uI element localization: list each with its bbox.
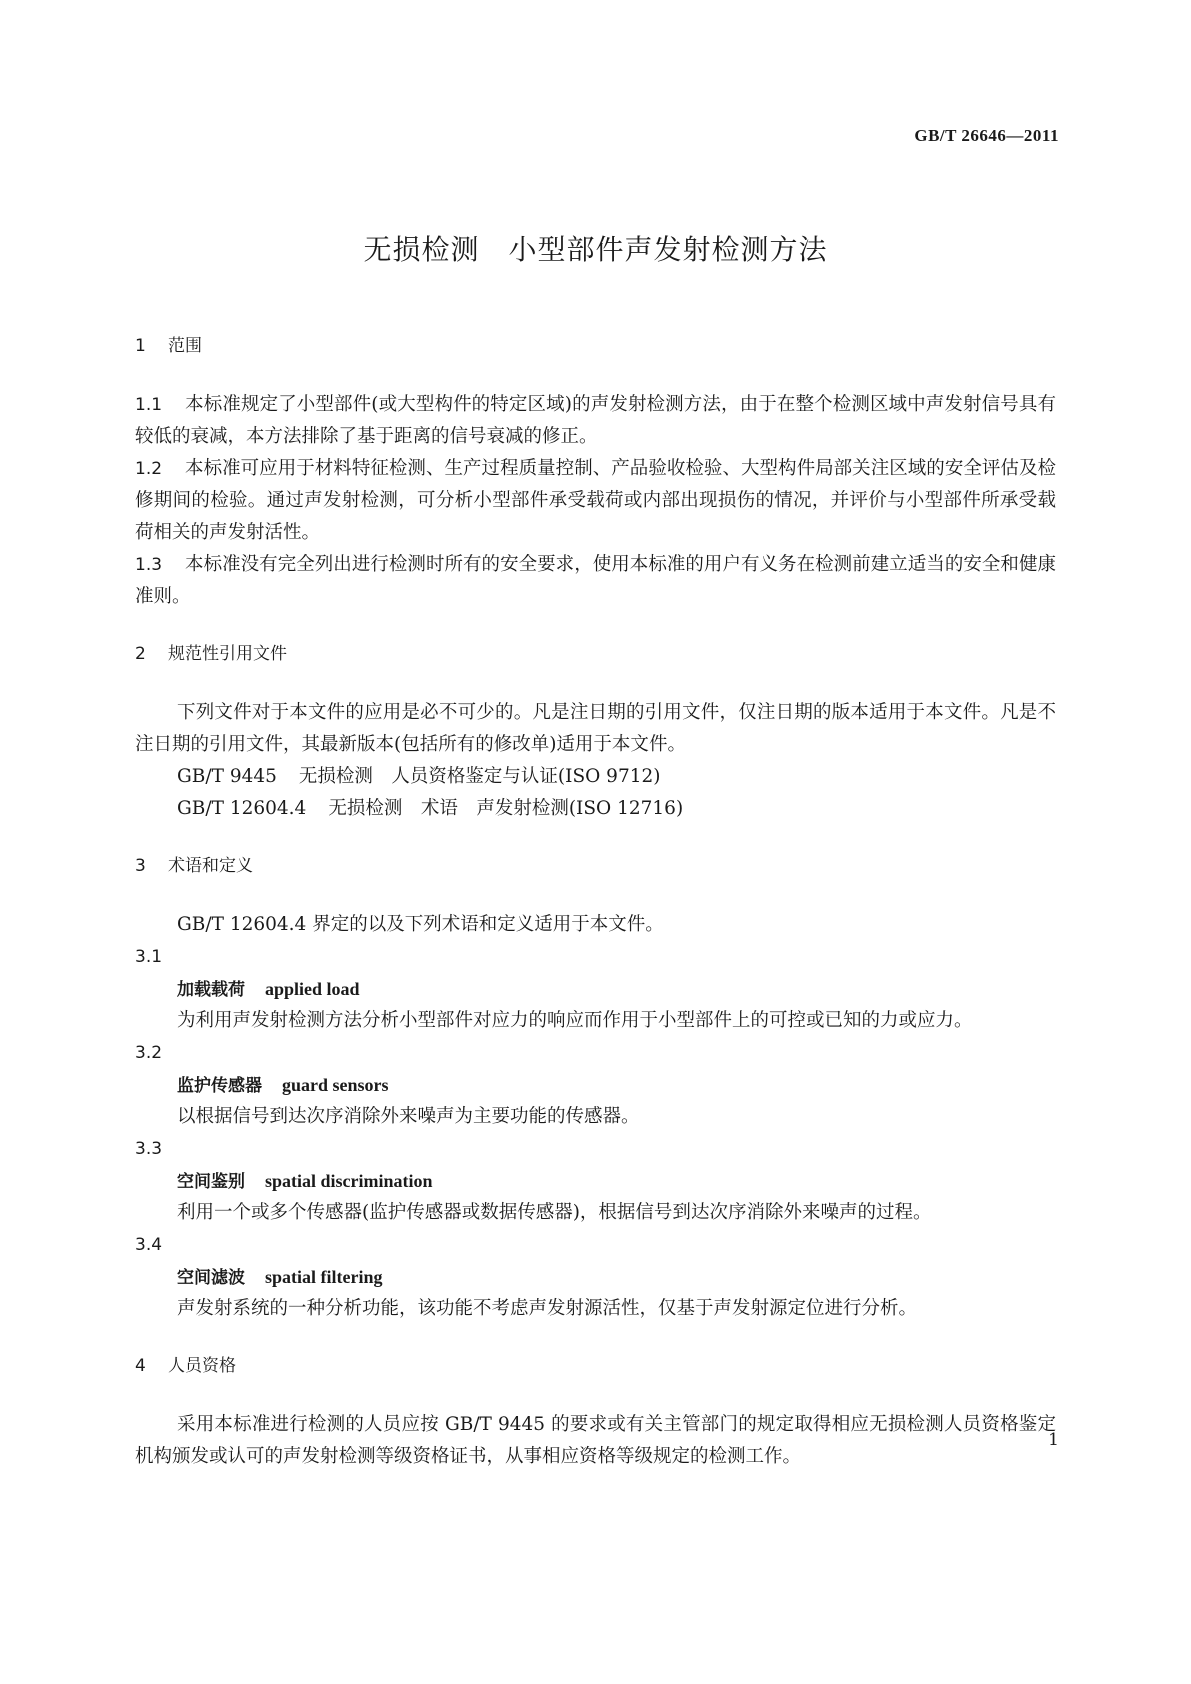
term-chinese: 加载载荷 bbox=[177, 980, 245, 1000]
references-intro: 下列文件对于本文件的应用是必不可少的。凡是注日期的引用文件，仅注日期的版本适用于本文件。凡是不注日期的引用文件，其最新版本(包括所有的修改单)适用于本文件。 bbox=[135, 702, 1056, 755]
term-number: 3.3 bbox=[135, 1139, 163, 1159]
term-number: 3.1 bbox=[135, 947, 163, 967]
standard-code: GB/T 26646—2011 bbox=[914, 126, 1059, 145]
clause-number: 1.2 bbox=[135, 459, 163, 479]
term-definition: 利用一个或多个传感器(监护传感器或数据传感器)，根据信号到达次序消除外来噪声的过程。 bbox=[177, 1202, 932, 1223]
section-number: 3 bbox=[135, 856, 146, 876]
clause-1-2 bbox=[135, 453, 1056, 549]
clause-text: 本标准可应用于材料特征检测、生产过程质量控制、产品验收检验、大型构件局部关注区域的安全评估及检修期间的检验。通过声发射检测，可分析小型部件承受载荷或内部出现损伤的情况，并评价与小型部件所承受载荷相关的声发射活性。 bbox=[135, 458, 1056, 543]
term-name bbox=[135, 1165, 1056, 1197]
term-english: spatial discrimination bbox=[265, 1171, 433, 1191]
section-title: 术语和定义 bbox=[168, 856, 253, 876]
term-name bbox=[135, 1069, 1056, 1101]
clause-text: 本标准没有完全列出进行检测时所有的安全要求，使用本标准的用户有义务在检测前建立适当的安全和健康准则。 bbox=[135, 554, 1056, 607]
clause-text: 本标准规定了小型部件(或大型构件的特定区域)的声发射检测方法，由于在整个检测区域中声发射信号具有较低的衰减，本方法排除了基于距离的信号衰减的修正。 bbox=[135, 394, 1056, 447]
reference-title: 无损检测 术语 声发射检测(ISO 12716) bbox=[328, 798, 684, 819]
term-definition: 声发射系统的一种分析功能，该功能不考虑声发射源活性，仅基于声发射源定位进行分析。 bbox=[177, 1298, 918, 1319]
terms-intro: GB/T 12604.4 界定的以及下列术语和定义适用于本文件。 bbox=[177, 914, 664, 935]
term-number: 3.2 bbox=[135, 1043, 163, 1063]
document-body bbox=[135, 335, 1056, 1473]
reference-item bbox=[135, 761, 1056, 793]
document-title: 无损检测 小型部件声发射检测方法 bbox=[363, 233, 828, 266]
section-number: 4 bbox=[135, 1356, 146, 1376]
section-title: 人员资格 bbox=[168, 1356, 236, 1376]
clause-1-3 bbox=[135, 549, 1056, 613]
term-definition: 为利用声发射检测方法分析小型部件对应力的响应而作用于小型部件上的可控或已知的力或应力。 bbox=[177, 1010, 973, 1031]
section-heading-normative-references bbox=[135, 643, 1056, 665]
section-title: 规范性引用文件 bbox=[168, 644, 287, 664]
section-number: 2 bbox=[135, 644, 146, 664]
clause-number: 1.3 bbox=[135, 555, 163, 575]
term-english: applied load bbox=[265, 979, 360, 999]
page-number: 1 bbox=[1048, 1430, 1059, 1450]
term-chinese: 空间鉴别 bbox=[177, 1172, 245, 1192]
clause-1-1 bbox=[135, 389, 1056, 453]
term-name bbox=[135, 1261, 1056, 1293]
reference-title: 无损检测 人员资格鉴定与认证(ISO 9712) bbox=[298, 766, 661, 787]
personnel-requirements: 采用本标准进行检测的人员应按 GB/T 9445 的要求或有关主管部门的规定取得相应无损检测人员资格鉴定机构颁发或认可的声发射检测等级资格证书，从事相应资格等级规定的检测工作。 bbox=[135, 1414, 1056, 1467]
clause-number: 1.1 bbox=[135, 395, 163, 415]
reference-code: GB/T 12604.4 bbox=[177, 798, 307, 819]
term-english: guard sensors bbox=[282, 1075, 389, 1095]
reference-item bbox=[135, 793, 1056, 825]
term-chinese: 空间滤波 bbox=[177, 1268, 245, 1288]
section-heading-terms bbox=[135, 855, 1056, 877]
term-chinese: 监护传感器 bbox=[177, 1076, 262, 1096]
term-english: spatial filtering bbox=[265, 1267, 383, 1287]
term-name bbox=[135, 973, 1056, 1005]
section-heading-scope bbox=[135, 335, 1056, 357]
section-title: 范围 bbox=[168, 336, 202, 356]
term-number: 3.4 bbox=[135, 1235, 163, 1255]
section-number: 1 bbox=[135, 336, 146, 356]
reference-code: GB/T 9445 bbox=[177, 766, 277, 787]
section-heading-personnel bbox=[135, 1355, 1056, 1377]
term-definition: 以根据信号到达次序消除外来噪声为主要功能的传感器。 bbox=[177, 1106, 640, 1127]
